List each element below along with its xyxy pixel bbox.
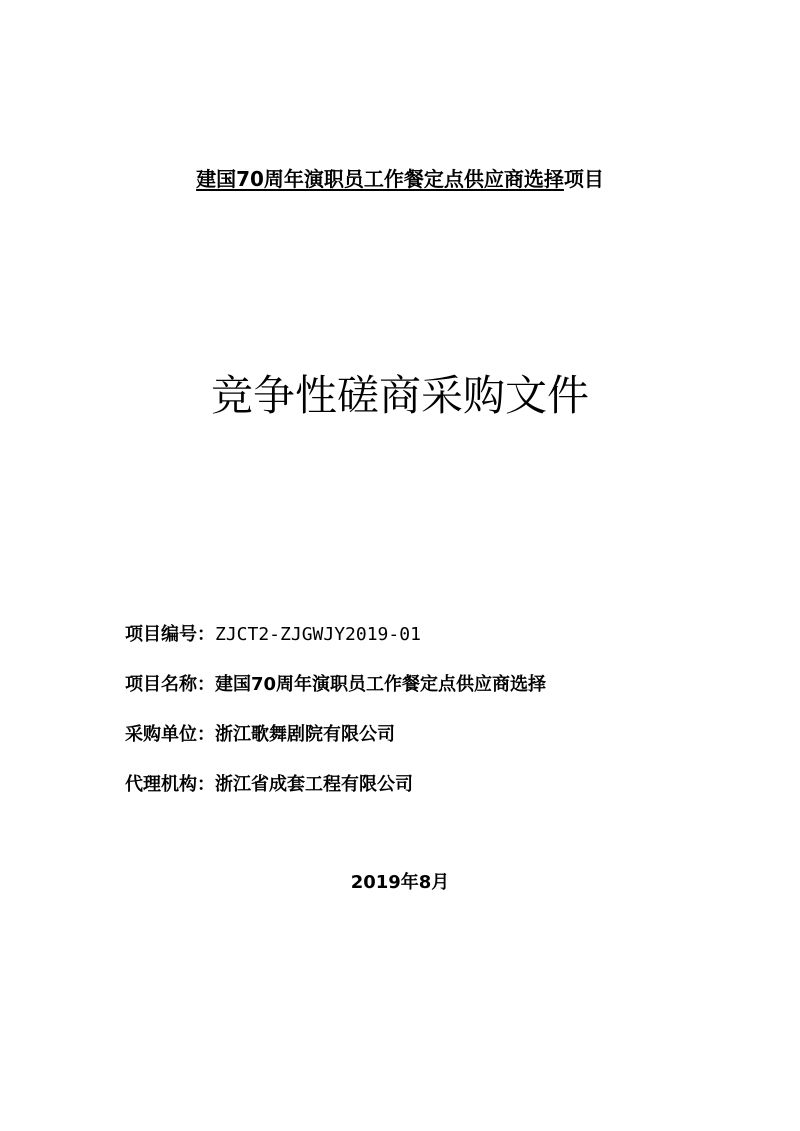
project-info-block (125, 620, 725, 820)
project-name-row (125, 670, 725, 720)
project-number-row (125, 620, 725, 670)
purchaser-row (125, 720, 725, 770)
project-title-suffix: 项目 (563, 167, 604, 191)
project-title-main: 建国70周年演职员工作餐定点供应商选择 (196, 167, 564, 191)
project-name-value: 建国70周年演职员工作餐定点供应商选择 (215, 674, 547, 695)
project-number-label: 项目编号： (125, 624, 215, 645)
agency-value: 浙江省成套工程有限公司 (215, 774, 413, 795)
document-date: 2019年8月 (350, 872, 450, 893)
document-type-heading: 竞争性磋商采购文件 (210, 371, 589, 420)
purchaser-label: 采购单位： (125, 724, 215, 745)
agency-label: 代理机构： (125, 774, 215, 795)
project-title (0, 164, 800, 194)
project-name-label: 项目名称： (125, 674, 215, 695)
purchaser-value: 浙江歌舞剧院有限公司 (215, 724, 395, 745)
agency-row (125, 770, 725, 820)
project-number-value: ZJCT2-ZJGWJY2019-01 (215, 624, 421, 645)
